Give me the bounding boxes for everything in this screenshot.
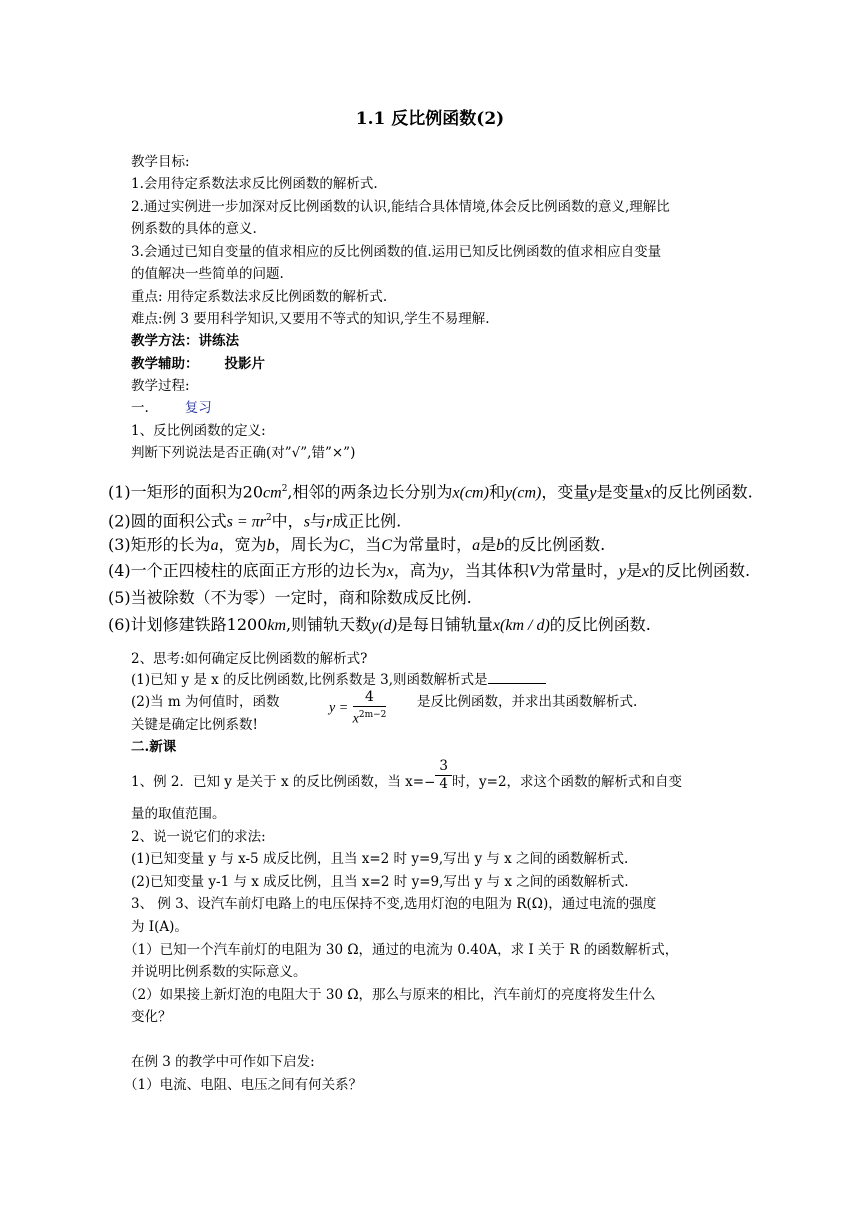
formula-lhs: y = xyxy=(329,700,349,716)
review-heading xyxy=(131,399,212,417)
s6-t3: 是每日铺轨量 xyxy=(396,615,493,634)
s1-text2: ,相邻的两条边长分别为 xyxy=(287,482,453,502)
example-2-text2: 时，y=2，求这个函数的解析式和自变 xyxy=(452,774,683,790)
s3-t2: ，宽为 xyxy=(218,535,267,554)
s6-t4: 的反比例函数. xyxy=(549,615,651,634)
s2-text2: 中， xyxy=(271,511,304,531)
s2-formula: s = πr xyxy=(226,513,266,531)
s1-text5: 的反比例函数. xyxy=(651,482,753,502)
example-2-denominator: 4 xyxy=(439,776,448,792)
review-question-1: 1、反比例函数的定义: xyxy=(131,423,266,439)
s6-xkmd: x(km / d) xyxy=(492,617,550,634)
s4-t2: ，高为 xyxy=(393,561,442,580)
teaching-method: 教学方法：讲练法 xyxy=(131,333,239,349)
example-3-line2: 为 I(A)。 xyxy=(131,919,188,935)
s1-text4: 是变量 xyxy=(596,482,645,502)
s3-b: b xyxy=(266,537,275,554)
teaching-aid-value: 投影片 xyxy=(224,356,265,372)
page-title: 1.1 反比例函数(2) xyxy=(355,109,505,129)
s6-t2: ,则铺轨天数 xyxy=(286,615,372,634)
example-2-fraction xyxy=(435,758,452,793)
s2-with: 与 xyxy=(309,511,326,531)
s3-a2: a xyxy=(472,537,481,554)
example-2-minus: − xyxy=(424,774,436,791)
statement-6 xyxy=(108,615,651,636)
s3-t1: (3)矩形的长为 xyxy=(108,535,211,554)
formula-exponent: 2m−2 xyxy=(358,710,387,720)
formula-numerator: 4 xyxy=(353,689,387,707)
example-2-numerator: 3 xyxy=(435,758,452,776)
s2-text: (2)圆的面积公式 xyxy=(108,511,227,531)
s1-var-y: y(cm) xyxy=(504,484,542,502)
objectives-heading: 教学目标: xyxy=(131,154,190,170)
example-3-q1-line1: （1）已知一个汽车前灯的电阻为 30 Ω，通过的电流为 0.40A，求 I 关于 R 的函数解析式， xyxy=(124,942,679,958)
statement-1 xyxy=(108,479,753,503)
example-3-q1-line2: 并说明比例系数的实际意义。 xyxy=(131,964,307,980)
s3-t6: 是 xyxy=(480,535,497,554)
review-label: 复习 xyxy=(184,400,212,416)
objective-3-line2: 的值解决一些简单的问题. xyxy=(131,266,284,282)
s1-var-x: x(cm) xyxy=(452,484,489,502)
review-instruction: 判断下列说法是否正确(对”√”,错”×”) xyxy=(131,445,356,461)
s4-x2: x xyxy=(641,563,649,580)
teaching-aid xyxy=(131,355,265,373)
think-part-1 xyxy=(131,671,546,689)
example-3-q2-line1: （2）如果接上新灯泡的电阻大于 30 Ω，那么与原来的相比，汽车前灯的亮度将发生什么 xyxy=(124,987,656,1003)
s4-t3: ，当其体积 xyxy=(448,561,529,580)
function-formula xyxy=(329,689,386,728)
answer-blank xyxy=(488,671,546,684)
s2-text3: 成正比例. xyxy=(332,511,402,531)
s4-t5: 是 xyxy=(625,561,642,580)
s2-s: s xyxy=(303,513,310,531)
s1-x: x xyxy=(644,484,652,502)
s3-a: a xyxy=(210,537,219,554)
s3-c: C xyxy=(338,537,350,554)
objective-2-line1: 2.通过实例进一步加深对反比例函数的认识,能结合具体情境,体会反比例函数的意义,理解比 xyxy=(131,199,670,215)
statement-2 xyxy=(108,508,401,532)
hint-1: （1）电流、电阻、电压之间有何关系？ xyxy=(124,1077,363,1093)
example-3-line1: 3、 例 3、设汽车前灯电路上的电压保持不变,选用灯泡的电阻为 R(Ω)，通过电流的强度 xyxy=(131,896,657,912)
statement-4 xyxy=(108,561,750,582)
s1-exp: 2 xyxy=(281,484,288,494)
review-number: 一. xyxy=(131,400,149,416)
objective-1: 1.会用待定系数法求反比例函数的解析式. xyxy=(131,176,378,192)
objective-2-line2: 例系数的具体的意义. xyxy=(131,221,257,237)
example-2-line1 xyxy=(131,758,683,793)
example-2-text: 1、例 2．已知 y 是关于 x 的反比例函数，当 x= xyxy=(131,774,425,790)
s4-t6: 的反比例函数. xyxy=(648,561,751,580)
s3-t7: 的反比例函数. xyxy=(504,535,606,554)
think-part-1-text: (1)已知 y 是 x 的反比例函数,比例系数是 3,则函数解析式是 xyxy=(131,672,488,688)
s1-text3: ，变量 xyxy=(541,482,590,502)
think-key: 关键是确定比例系数! xyxy=(131,717,258,733)
example-2-line2: 量的取值范围。 xyxy=(131,806,226,822)
s4-t1: (4)一个正四棱柱的底面正方形的边长为 xyxy=(108,561,387,580)
new-lesson-heading: 二.新课 xyxy=(131,739,177,755)
s4-v: V xyxy=(528,563,539,580)
s3-t3: ，周长为 xyxy=(274,535,339,554)
s1-unit: cm xyxy=(263,484,282,502)
think-part-2-tail: 是反比例函数，并求出其函数解析式. xyxy=(417,694,638,710)
s3-t4: ，当 xyxy=(349,535,382,554)
s3-b2: b xyxy=(496,537,505,554)
s6-km: km xyxy=(267,617,287,634)
say-heading: 2、说一说它们的求法: xyxy=(131,829,266,845)
s4-y2: y xyxy=(618,563,626,580)
s3-t5: 为常量时， xyxy=(392,535,473,554)
s6-yd: y(d) xyxy=(371,617,397,634)
say-1: (1)已知变量 y 与 x-5 成反比例，且当 x=2 时 y=9,写出 y 与 x 之间的函数解析式. xyxy=(131,851,629,867)
think-question: 2、思考:如何确定反比例函数的解析式? xyxy=(131,651,368,667)
s1-text: (1)一矩形的面积为20 xyxy=(108,482,264,502)
s4-t4: 为常量时， xyxy=(538,561,619,580)
objective-3-line1: 3.会通过已知自变量的值求相应的反比例函数的值.运用已知反比例函数的值求相应自变量 xyxy=(131,244,662,260)
formula-denominator xyxy=(353,707,387,728)
process-label: 教学过程: xyxy=(131,378,190,394)
key-point: 重点: 用待定系数法求反比例函数的解析式. xyxy=(131,289,388,305)
example-3-q2-line2: 变化？ xyxy=(131,1009,172,1025)
formula-fraction xyxy=(353,689,387,728)
s6-t1: (6)计划修建铁路1200 xyxy=(108,615,268,634)
s1-y: y xyxy=(589,484,597,502)
formula-base: x xyxy=(352,711,359,727)
s2-r: r xyxy=(325,513,333,531)
s1-and: 和 xyxy=(488,482,505,502)
s4-y: y xyxy=(441,563,449,580)
teaching-aid-label: 教学辅助： xyxy=(131,356,199,372)
s2-exp: 2 xyxy=(265,513,272,523)
hint-heading: 在例 3 的教学中可作如下启发: xyxy=(131,1054,315,1070)
statement-5: (5)当被除数（不为零）一定时，商和除数成反比例. xyxy=(108,588,472,607)
s3-c2: C xyxy=(381,537,393,554)
s4-x: x xyxy=(386,563,394,580)
think-part-2: (2)当 m 为何值时，函数 xyxy=(131,694,280,710)
difficulty: 难点:例 3 要用科学知识,又要用不等式的知识,学生不易理解. xyxy=(131,311,490,327)
statement-3 xyxy=(108,535,605,556)
say-2: (2)已知变量 y-1 与 x 成反比例，且当 x=2 时 y=9,写出 y 与 x 之间的函数解析式. xyxy=(131,874,629,890)
